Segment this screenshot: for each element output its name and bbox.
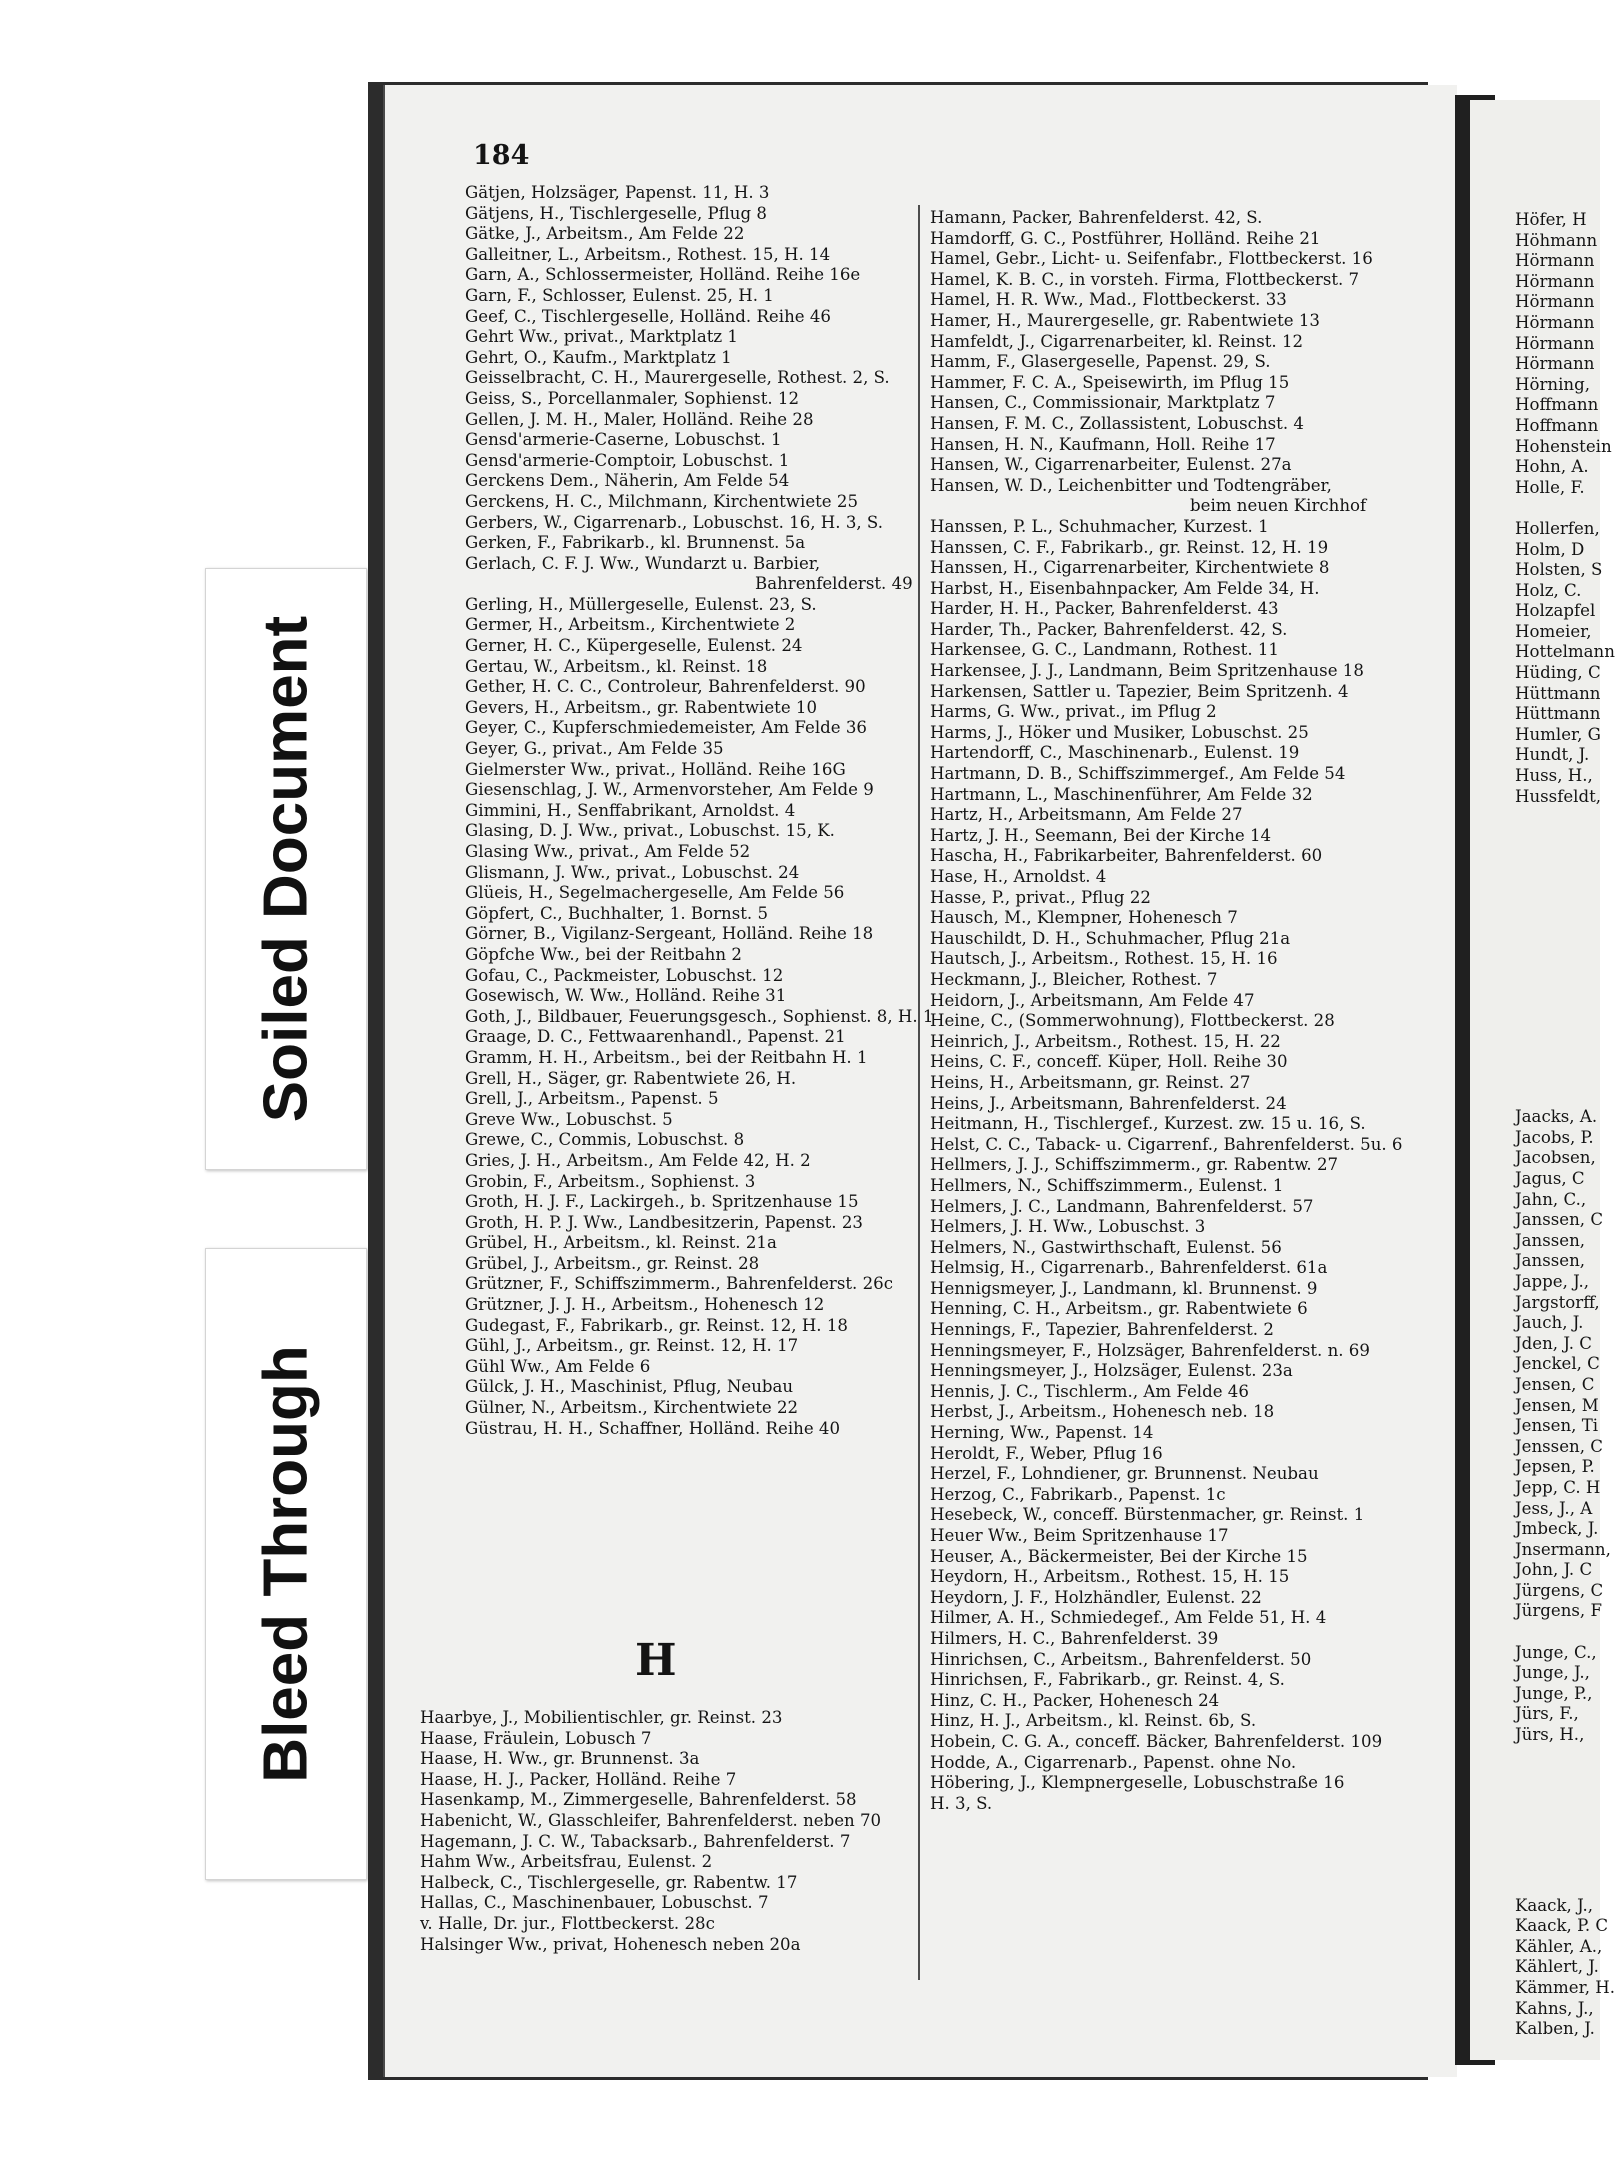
directory-entry: Gülner, N., Arbeitsm., Kirchentwiete 22 <box>465 1398 799 1418</box>
directory-entry: Gevers, H., Arbeitsm., gr. Rabentwiete 10 <box>465 697 818 717</box>
directory-entry: Hauschildt, D. H., Schuhmacher, Pflug 21a <box>930 928 1291 948</box>
facing-page-entry: Jappe, J., <box>1515 1271 1590 1291</box>
directory-entry: Geyer, G., privat., Am Felde 35 <box>465 739 724 759</box>
directory-entry: Heydorn, H., Arbeitsm., Rothest. 15, H. 15 <box>930 1567 1290 1587</box>
directory-entry: Gühl Ww., Am Felde 6 <box>465 1356 651 1376</box>
facing-page-entry: Jepp, C. H <box>1515 1477 1601 1497</box>
directory-entry: Gerckens Dem., Näherin, Am Felde 54 <box>465 471 790 491</box>
directory-entry: Gofau, C., Packmeister, Lobuschst. 12 <box>465 965 784 985</box>
facing-page-entry <box>1515 498 1600 519</box>
facing-page-entry: Junge, P., <box>1515 1683 1593 1703</box>
directory-entry: Hartz, J. H., Seemann, Bei der Kirche 14 <box>930 825 1272 845</box>
facing-page-entry: Jauch, J. <box>1515 1313 1584 1333</box>
directory-entry: Harder, Th., Packer, Bahrenfelderst. 42, S. <box>930 619 1288 639</box>
directory-entry: Gosewisch, W. Ww., Holländ. Reihe 31 <box>465 986 787 1006</box>
directory-entry: Göpfche Ww., bei der Reitbahn 2 <box>465 944 742 964</box>
left-column <box>465 183 935 1439</box>
directory-entry: Harms, J., Höker und Musiker, Lobuschst. 25 <box>930 722 1309 742</box>
directory-entry: Hennings, F., Tapezier, Bahrenfelderst. 2 <box>930 1320 1274 1340</box>
directory-entry: Garn, F., Schlosser, Eulenst. 25, H. 1 <box>465 285 774 305</box>
directory-entry: Halsinger Ww., privat, Hohenesch neben 20a <box>420 1934 801 1954</box>
directory-entry: Heinrich, J., Arbeitsm., Rothest. 15, H. 22 <box>930 1031 1281 1051</box>
directory-entry: Glüeis, H., Segelmachergeselle, Am Felde 56 <box>465 883 845 903</box>
facing-page-entry: Jnsermann, <box>1515 1539 1611 1559</box>
facing-page-entry: Jensen, C <box>1515 1374 1595 1394</box>
directory-entry: Hinrichsen, F., Fabrikarb., gr. Reinst. 4, S. <box>930 1670 1285 1690</box>
directory-entry: Geef, C., Tischlergeselle, Holländ. Reihe 46 <box>465 306 831 326</box>
directory-entry: Graage, D. C., Fettwaarenhandl., Papenst. 21 <box>465 1027 846 1047</box>
facing-page-entry: Jacobsen, <box>1515 1148 1596 1168</box>
facing-page-entry: Jürgens, C <box>1515 1580 1604 1600</box>
directory-entry: Heine, C., (Sommerwohnung), Flottbeckerst. 28 <box>930 1011 1335 1031</box>
directory-entry: Heuser, A., Bäckermeister, Bei der Kirche 15 <box>930 1546 1308 1566</box>
directory-entry: Henning, C. H., Arbeitsm., gr. Rabentwiete 6 <box>930 1299 1308 1319</box>
facing-page-entry: Hundt, J. <box>1515 745 1590 765</box>
directory-entry: Höbering, J., Klempnergeselle, Lobuschstraße 16 <box>930 1773 1345 1793</box>
facing-page-entry: Höfer, H <box>1515 210 1587 229</box>
facing-page-entry: Hohenstein <box>1515 436 1612 456</box>
facing-page-entry: Jmbeck, J. <box>1515 1519 1599 1539</box>
directory-entry: Gerner, H. C., Küpergeselle, Eulenst. 24 <box>465 636 803 656</box>
directory-entry: Gerlach, C. F. J. Ww., Wundarzt u. Barbier, <box>465 553 821 573</box>
directory-entry: Grübel, J., Arbeitsm., gr. Reinst. 28 <box>465 1253 760 1273</box>
page-number: 184 <box>473 140 530 171</box>
directory-entry: Göpfert, C., Buchhalter, 1. Bornst. 5 <box>465 903 769 923</box>
facing-page-entry: Hohn, A. <box>1515 457 1589 477</box>
directory-entry: Haase, H. J., Packer, Holländ. Reihe 7 <box>420 1769 737 1789</box>
directory-entry: Heidorn, J., Arbeitsmann, Am Felde 47 <box>930 990 1255 1010</box>
section-gap <box>1515 1746 1600 1896</box>
facing-page-entry: Höhmann <box>1515 230 1598 250</box>
directory-entry: Gülck, J. H., Maschinist, Pflug, Neubau <box>465 1377 794 1397</box>
directory-entry: Halbeck, C., Tischlergeselle, gr. Rabentw. 17 <box>420 1872 798 1892</box>
directory-entry: Harkensee, J. J., Landmann, Beim Spritzenhause 18 <box>930 661 1364 681</box>
directory-entry: Hausch, M., Klempner, Hohenesch 7 <box>930 908 1238 928</box>
facing-page-entry: Janssen, <box>1515 1230 1586 1250</box>
directory-entry: Hansen, W., Cigarrenarbeiter, Eulenst. 27a <box>930 455 1292 475</box>
facing-page-entry: Junge, J., <box>1515 1663 1590 1683</box>
directory-entry: Glismann, J. Ww., privat., Lobuschst. 24 <box>465 862 800 882</box>
directory-entry: Hartz, H., Arbeitsmann, Am Felde 27 <box>930 805 1243 825</box>
directory-entry: Hallas, C., Maschinenbauer, Lobuschst. 7 <box>420 1893 769 1913</box>
facing-page-entry: Janssen, C <box>1515 1210 1604 1230</box>
directory-entry: Herzog, C., Fabrikarb., Papenst. 1c <box>930 1484 1226 1504</box>
directory-entry: Heins, H., Arbeitsmann, gr. Reinst. 27 <box>930 1072 1251 1092</box>
facing-page-entry: Kämmer, H. <box>1515 1978 1615 1997</box>
facing-page-entry: Kähler, A., <box>1515 1936 1603 1956</box>
facing-page-entry: Hörmann <box>1515 271 1595 291</box>
facing-page-entry: Junge, C., <box>1515 1642 1597 1662</box>
directory-entry: Germer, H., Arbeitsm., Kirchentwiete 2 <box>465 615 796 635</box>
facing-page-column <box>1515 210 1615 2040</box>
directory-entry: Hamel, K. B. C., in vorsteh. Firma, Flottbeckerst. 7 <box>930 269 1360 289</box>
facing-page-entry: Hörning, <box>1515 374 1590 394</box>
directory-entry: Gehrt, O., Kaufm., Marktplatz 1 <box>465 347 732 367</box>
directory-entry: Hamer, H., Maurergeselle, gr. Rabentwiete 13 <box>930 310 1320 330</box>
facing-page-entry: Jürs, F., <box>1515 1704 1579 1724</box>
directory-entry: Heroldt, F., Weber, Pflug 16 <box>930 1443 1163 1463</box>
facing-page-entry: Jargstorff, <box>1515 1292 1600 1312</box>
directory-entry: Gerbers, W., Cigarrenarb., Lobuschst. 16, H. 3, S. <box>465 512 883 532</box>
directory-entry: Henningsmeyer, J., Holzsäger, Eulenst. 23a <box>930 1361 1293 1381</box>
directory-entry: Gätke, J., Arbeitsm., Am Felde 22 <box>465 224 745 244</box>
facing-page-entry: Huss, H., <box>1515 766 1593 786</box>
directory-entry: Grübel, H., Arbeitsm., kl. Reinst. 21a <box>465 1233 777 1253</box>
directory-entry: Gudegast, F., Fabrikarb., gr. Reinst. 12, H. 18 <box>465 1315 848 1335</box>
facing-page-entry: Holz, C. <box>1515 580 1582 600</box>
bleed-through-label <box>205 1248 367 1880</box>
directory-entry: Hagemann, J. C. W., Tabacksarb., Bahrenfelderst. 7 <box>420 1831 851 1851</box>
directory-entry: Hobein, C. G. A., conceff. Bäcker, Bahrenfelderst. 109 <box>930 1731 1383 1751</box>
facing-page-entry: Humler, G <box>1515 724 1601 744</box>
directory-entry: Hamfeldt, J., Cigarrenarbeiter, kl. Reinst. 12 <box>930 331 1304 351</box>
directory-entry: beim neuen Kirchhof <box>1190 496 1367 516</box>
directory-entry: Hamel, Gebr., Licht- u. Seifenfabr., Flottbeckerst. 16 <box>930 249 1373 269</box>
directory-entry: Glasing Ww., privat., Am Felde 52 <box>465 842 751 861</box>
directory-entry: Herzel, F., Lohndiener, gr. Brunnenst. Neubau <box>930 1464 1319 1484</box>
directory-entry: Hamdorff, G. C., Postführer, Holländ. Reihe 21 <box>930 228 1321 248</box>
directory-entry: Hilmer, A. H., Schmiedegef., Am Felde 51, H. 4 <box>930 1608 1327 1628</box>
directory-entry: Grell, J., Arbeitsm., Papenst. 5 <box>465 1089 719 1109</box>
directory-entry: Galleitner, L., Arbeitsm., Rothest. 15, H. 14 <box>465 244 831 264</box>
facing-page-entry: Kahns, J., <box>1515 1998 1594 2018</box>
facing-page-entry: Kählert, J. <box>1515 1957 1599 1977</box>
directory-entry: Gramm, H. H., Arbeitsm., bei der Reitbahn H. 1 <box>465 1047 868 1067</box>
section-gap <box>1515 807 1600 1107</box>
directory-entry: Geyer, C., Kupferschmiedemeister, Am Felde 36 <box>465 718 867 738</box>
facing-page-entry: Kalben, J. <box>1515 2019 1595 2039</box>
directory-entry: Harkensen, Sattler u. Tapezier, Beim Spritzenh. 4 <box>930 681 1349 701</box>
directory-entry: Harms, G. Ww., privat., im Pflug 2 <box>930 702 1217 722</box>
directory-entry: Hinz, H. J., Arbeitsm., kl. Reinst. 6b, S. <box>930 1711 1257 1731</box>
directory-entry: Gerken, F., Fabrikarb., kl. Brunnenst. 5a <box>465 533 806 553</box>
facing-page-entry: Janssen, <box>1515 1251 1586 1271</box>
facing-page-entry: Holm, D <box>1515 539 1585 559</box>
directory-entry: Helst, C. C., Taback- u. Cigarrenf., Bahrenfelderst. 5u. 6 <box>930 1134 1403 1154</box>
directory-entry: Hartmann, D. B., Schiffszimmergef., Am Felde 54 <box>930 764 1346 784</box>
directory-entry: Helmers, N., Gastwirthschaft, Eulenst. 56 <box>930 1237 1282 1257</box>
facing-page-entry: Hörmann <box>1515 354 1595 374</box>
directory-entry: Gühl, J., Arbeitsm., gr. Reinst. 12, H. 17 <box>465 1336 799 1356</box>
directory-entry: Grewe, C., Commis, Lobuschst. 8 <box>465 1130 745 1150</box>
directory-entry: Hinz, C. H., Packer, Hohenesch 24 <box>930 1690 1220 1710</box>
directory-entry: Grobin, F., Arbeitsm., Sophienst. 3 <box>465 1171 756 1191</box>
directory-entry: Herbst, J., Arbeitsm., Hohenesch neb. 18 <box>930 1402 1275 1422</box>
directory-entry: Helmers, J. H. Ww., Lobuschst. 3 <box>930 1217 1206 1237</box>
directory-entry: Gehrt Ww., privat., Marktplatz 1 <box>465 327 738 347</box>
directory-entry: Garn, A., Schlossermeister, Holländ. Reihe 16e <box>465 265 861 285</box>
directory-entry: Helmers, J. C., Landmann, Bahrenfelderst. 57 <box>930 1196 1314 1216</box>
facing-page-entry: Hoffmann <box>1515 395 1599 415</box>
directory-entry: Giesenschlag, J. W., Armenvorsteher, Am Felde 9 <box>465 780 874 800</box>
directory-entry: Gerckens, H. C., Milchmann, Kirchentwiete 25 <box>465 491 859 511</box>
directory-entry: Hansen, H. N., Kaufmann, Holl. Reihe 17 <box>930 434 1276 454</box>
directory-entry: Hellmers, N., Schiffszimmerm., Eulenst. 1 <box>930 1175 1284 1195</box>
left-column-h-section <box>420 1708 890 1955</box>
directory-entry: Hinrichsen, C., Arbeitsm., Bahrenfelderst. 50 <box>930 1649 1312 1669</box>
directory-entry: Hamm, F., Glasergeselle, Papenst. 29, S. <box>930 352 1271 372</box>
directory-entry: Görner, B., Vigilanz-Sergeant, Holländ. Reihe 18 <box>465 924 874 944</box>
directory-entry: Heuer Ww., Beim Spritzenhause 17 <box>930 1526 1229 1545</box>
facing-page-entry: Jensen, Ti <box>1515 1416 1599 1436</box>
directory-entry: v. Halle, Dr. jur., Flottbeckerst. 28c <box>420 1913 715 1933</box>
directory-entry: Grützner, J. J. H., Arbeitsm., Hohenesch 12 <box>465 1295 825 1315</box>
directory-entry: Geiss, S., Porcellanmaler, Sophienst. 12 <box>465 388 800 408</box>
directory-entry: Hasenkamp, M., Zimmergeselle, Bahrenfelderst. 58 <box>420 1790 857 1810</box>
facing-page-entry: Holzapfel <box>1515 601 1596 621</box>
directory-entry: Heydorn, J. F., Holzhändler, Eulenst. 22 <box>930 1587 1262 1607</box>
facing-page-entry: Holsten, S <box>1515 560 1603 580</box>
soiled-document-label <box>205 568 367 1170</box>
facing-page-entry: Holle, F. <box>1515 477 1585 497</box>
directory-entry: Harkensee, G. C., Landmann, Rothest. 11 <box>930 640 1279 660</box>
directory-entry: Gimmini, H., Senffabrikant, Arnoldst. 4 <box>465 800 796 820</box>
directory-entry: Hasse, P., privat., Pflug 22 <box>930 887 1151 907</box>
directory-entry: Hartendorff, C., Maschinenarb., Eulenst. 19 <box>930 743 1300 763</box>
facing-page-entry: Jacobs, P. <box>1515 1127 1594 1147</box>
facing-page-entry: Hörmann <box>1515 312 1595 332</box>
directory-entry: Henningsmeyer, F., Holzsäger, Bahrenfelderst. n. 69 <box>930 1340 1370 1360</box>
facing-page-entry: Jepsen, P. <box>1515 1457 1595 1477</box>
directory-entry: Hansen, F. M. C., Zollassistent, Lobuschst. 4 <box>930 413 1304 433</box>
facing-page-entry: Hüding, C <box>1515 663 1601 683</box>
section-letter: H <box>635 1635 677 1686</box>
directory-entry: Hilmers, H. C., Bahrenfelderst. 39 <box>930 1628 1219 1648</box>
directory-entry: Hahm Ww., Arbeitsfrau, Eulenst. 2 <box>420 1852 713 1872</box>
directory-entry: Haarbye, J., Mobilientischler, gr. Reinst. 23 <box>420 1708 783 1727</box>
soiled-document-text: Soiled Document <box>251 615 321 1123</box>
facing-page-entry: Jess, J., A <box>1515 1498 1593 1518</box>
directory-entry: Grell, H., Säger, gr. Rabentwiete 26, H. <box>465 1068 797 1088</box>
facing-page-entry: Jürgens, F <box>1515 1601 1602 1621</box>
directory-entry: Hamann, Packer, Bahrenfelderst. 42, S. <box>930 208 1263 227</box>
directory-entry: Geisselbracht, C. H., Maurergeselle, Rothest. 2, S. <box>465 368 890 388</box>
directory-entry: Harbst, H., Eisenbahnpacker, Am Felde 34, H. <box>930 578 1320 598</box>
directory-entry: Habenicht, W., Glasschleifer, Bahrenfelderst. neben 70 <box>420 1810 882 1830</box>
facing-page-entry: Kaack, P. C <box>1515 1916 1609 1936</box>
facing-page-entry: Hörmann <box>1515 251 1595 271</box>
directory-entry: Groth, H. J. F., Lackirgeh., b. Spritzenhause 15 <box>465 1192 859 1212</box>
facing-page-entry: Jenssen, C <box>1515 1436 1603 1456</box>
directory-entry: Gries, J. H., Arbeitsm., Am Felde 42, H. 2 <box>465 1150 811 1170</box>
facing-page-entry: John, J. C <box>1515 1560 1593 1580</box>
facing-page-entry: Hussfeldt, <box>1515 786 1602 806</box>
directory-entry: Hamel, H. R. Ww., Mad., Flottbeckerst. 33 <box>930 290 1287 310</box>
directory-entry: Hanssen, H., Cigarrenarbeiter, Kirchentwiete 8 <box>930 558 1330 578</box>
directory-entry: Harder, H. H., Packer, Bahrenfelderst. 43 <box>930 599 1279 619</box>
directory-entry: Helmsig, H., Cigarrenarb., Bahrenfelderst. 61a <box>930 1258 1328 1278</box>
facing-page-entry: Hüttmann <box>1515 704 1601 724</box>
directory-entry: Hautsch, J., Arbeitsm., Rothest. 15, H. 16 <box>930 949 1278 969</box>
directory-entry: Hascha, H., Fabrikarbeiter, Bahrenfelderst. 60 <box>930 846 1323 866</box>
directory-entry: Haase, H. Ww., gr. Brunnenst. 3a <box>420 1749 700 1769</box>
directory-entry: Gertau, W., Arbeitsm., kl. Reinst. 18 <box>465 656 768 676</box>
directory-entry: Heckmann, J., Bleicher, Rothest. 7 <box>930 969 1218 989</box>
facing-page-entry: Homeier, <box>1515 621 1592 641</box>
directory-entry: Hennis, J. C., Tischlerm., Am Felde 46 <box>930 1381 1249 1401</box>
directory-entry: Gielmerster Ww., privat., Holländ. Reihe 16G <box>465 759 846 779</box>
directory-entry: Groth, H. P. J. Ww., Landbesitzerin, Papenst. 23 <box>465 1212 863 1232</box>
directory-entry: Güstrau, H. H., Schaffner, Holländ. Reihe 40 <box>465 1418 841 1438</box>
directory-entry: Goth, J., Bildbauer, Feuerungsgesch., Sophienst. 8, H. 1 <box>465 1006 934 1026</box>
directory-entry: Grützner, F., Schiffszimmerm., Bahrenfelderst. 26c <box>465 1274 893 1294</box>
directory-entry: Hansen, W. D., Leichenbitter und Todtengräber, <box>930 475 1332 495</box>
directory-entry: Hartmann, L., Maschinenführer, Am Felde 32 <box>930 784 1313 804</box>
right-column <box>930 208 1403 1814</box>
facing-page-entry: Hörmann <box>1515 333 1595 353</box>
facing-page-entry <box>1515 1622 1600 1643</box>
facing-page-entry: Hoffmann <box>1515 415 1599 435</box>
directory-entry: Hellmers, J. J., Schiffszimmerm., gr. Rabentw. 27 <box>930 1155 1339 1175</box>
facing-page-entry: Jensen, M <box>1515 1395 1599 1415</box>
directory-entry: Hesebeck, W., conceff. Bürstenmacher, gr. Reinst. 1 <box>930 1505 1365 1525</box>
bleed-through-text: Bleed Through <box>251 1345 321 1783</box>
facing-page-entry: Jagus, C <box>1515 1169 1585 1188</box>
facing-page-entry: Jürs, H., <box>1515 1725 1585 1745</box>
directory-entry: Gether, H. C. C., Controleur, Bahrenfelderst. 90 <box>465 677 866 697</box>
directory-entry: Gätjens, H., Tischlergeselle, Pflug 8 <box>465 203 767 223</box>
directory-entry: Gätjen, Holzsäger, Papenst. 11, H. 3 <box>465 183 770 202</box>
directory-entry: Gerling, H., Müllergeselle, Eulenst. 23, S. <box>465 594 817 614</box>
directory-entry: Bahrenfelderst. 49 <box>755 574 913 594</box>
directory-entry: H. 3, S. <box>930 1793 993 1813</box>
directory-entry: Hodde, A., Cigarrenarb., Papenst. ohne No. <box>930 1752 1297 1772</box>
directory-entry: Heins, C. F., conceff. Küper, Holl. Reihe 30 <box>930 1052 1288 1072</box>
facing-page-entry: Hollerfen, <box>1515 518 1600 538</box>
directory-entry: Hansen, C., Commissionair, Marktplatz 7 <box>930 393 1276 413</box>
directory-entry: Haase, Fräulein, Lobusch 7 <box>420 1728 652 1748</box>
directory-entry: Heins, J., Arbeitsmann, Bahrenfelderst. 24 <box>930 1093 1287 1113</box>
facing-page-entry: Jden, J. C <box>1515 1333 1592 1353</box>
directory-entry: Gensd'armerie-Comptoir, Lobuschst. 1 <box>465 450 790 470</box>
facing-page-entry: Hörmann <box>1515 292 1595 312</box>
directory-entry: Hammer, F. C. A., Speisewirth, im Pflug 15 <box>930 372 1290 392</box>
directory-entry: Herning, Ww., Papenst. 14 <box>930 1423 1154 1443</box>
facing-page-entry: Jaacks, A. <box>1515 1107 1598 1127</box>
directory-entry: Gellen, J. M. H., Maler, Holländ. Reihe 28 <box>465 409 814 429</box>
directory-entry: Heitmann, H., Tischlergef., Kurzest. zw. 15 u. 16, S. <box>930 1114 1366 1134</box>
directory-entry: Hanssen, C. F., Fabrikarb., gr. Reinst. 12, H. 19 <box>930 537 1329 557</box>
directory-entry: Gensd'armerie-Caserne, Lobuschst. 1 <box>465 430 782 450</box>
facing-page-entry: Kaack, J., <box>1515 1895 1593 1915</box>
directory-entry: Hase, H., Arnoldst. 4 <box>930 867 1107 886</box>
directory-entry: Greve Ww., Lobuschst. 5 <box>465 1109 673 1129</box>
facing-page-entry: Jenckel, C <box>1515 1354 1600 1374</box>
facing-page-entry: Hottelmann <box>1515 642 1615 662</box>
directory-entry: Hennigsmeyer, J., Landmann, kl. Brunnenst. 9 <box>930 1278 1318 1298</box>
facing-page-entry: Hüttmann <box>1515 683 1601 703</box>
directory-entry: Glasing, D. J. Ww., privat., Lobuschst. 15, K. <box>465 821 835 841</box>
facing-page-entry: Jahn, C., <box>1515 1189 1587 1209</box>
directory-entry: Hanssen, P. L., Schuhmacher, Kurzest. 1 <box>930 516 1269 536</box>
